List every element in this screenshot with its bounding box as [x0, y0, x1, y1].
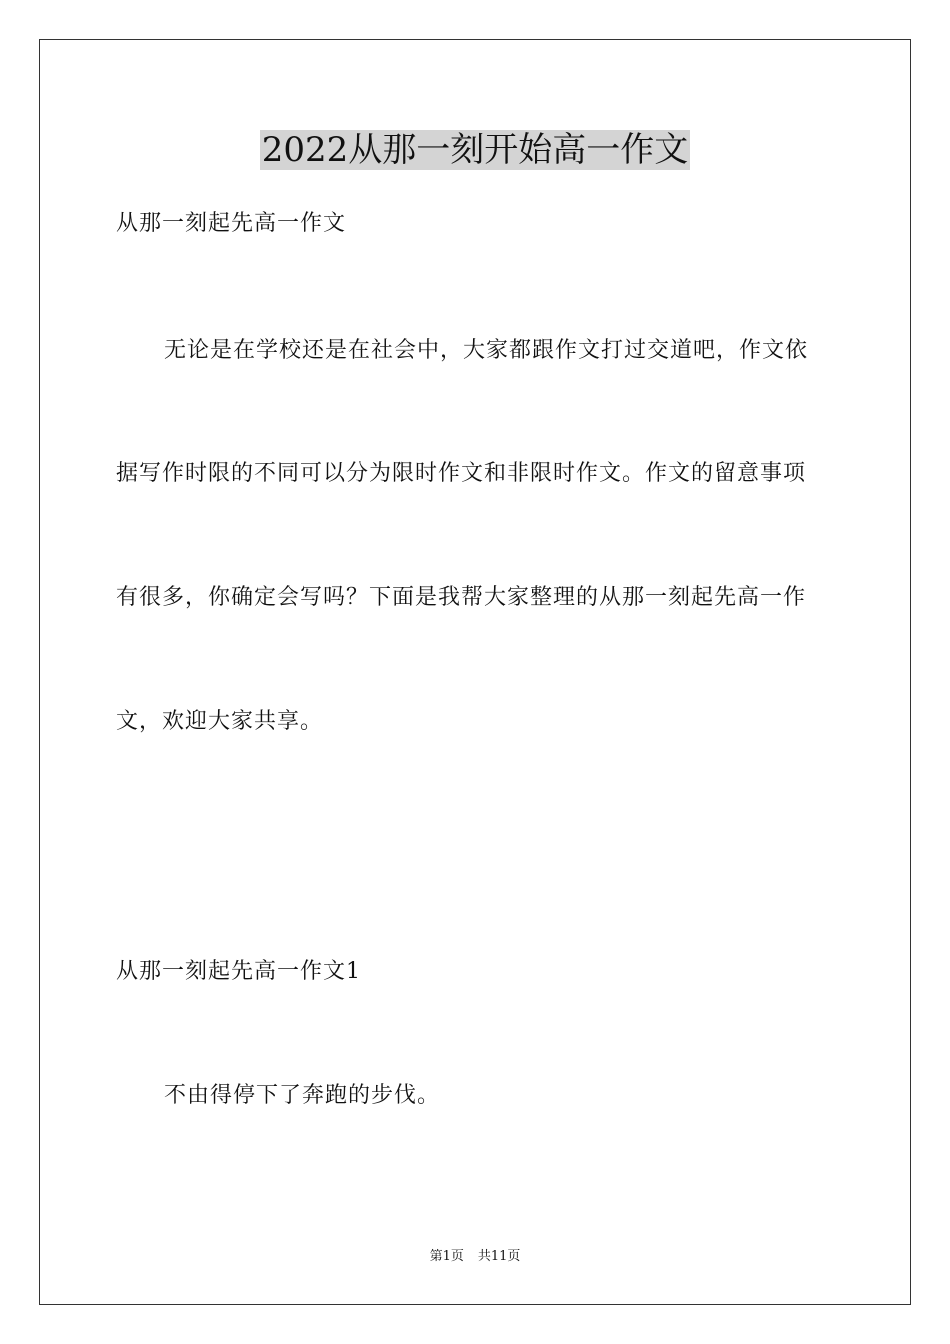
document-title: [0, 126, 950, 174]
paragraph-line-4: 文，欢迎大家共享。: [116, 709, 324, 734]
section-first-line: 不由得停下了奔跑的步伐。: [164, 1083, 441, 1108]
paragraph-line-1: 无论是在学校还是在社会中，大家都跟作文打过交道吧，作文依: [164, 338, 809, 363]
section-heading: 从那一刻起先高一作文1: [116, 959, 361, 984]
page-total: 共11页: [477, 1249, 521, 1264]
page-number: 第1页: [429, 1249, 464, 1264]
paragraph-line-3: 有很多，你确定会写吗？下面是我帮大家整理的从那一刻起先高一作: [116, 585, 807, 610]
paragraph-line-2: 据写作时限的不同可以分为限时作文和非限时作文。作文的留意事项: [116, 461, 807, 486]
document-subtitle: 从那一刻起先高一作文: [116, 211, 347, 236]
page-footer: [0, 1248, 950, 1266]
document-title-text: 2022从那一刻开始高一作文: [261, 130, 689, 170]
